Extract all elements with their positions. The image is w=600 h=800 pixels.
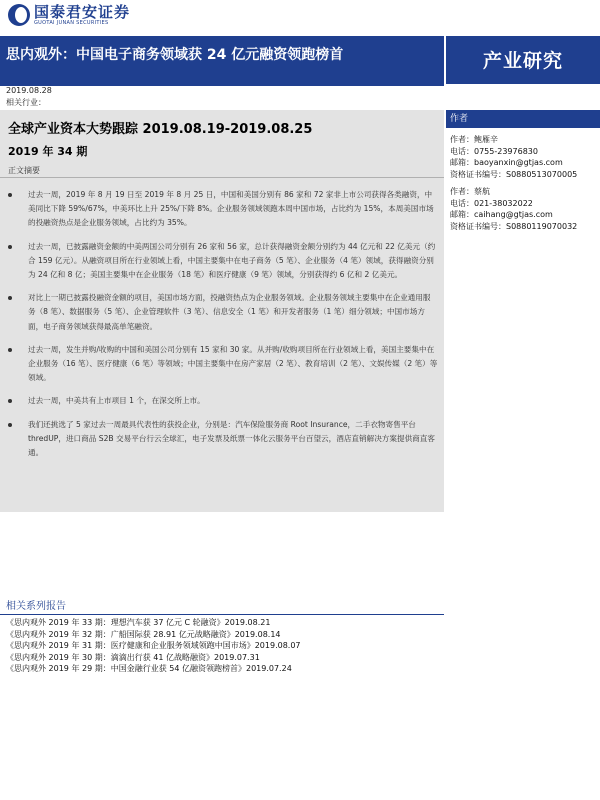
bullet-text: 过去一周，已披露融资金额的中美两国公司分别有 26 家和 56 家，总计获得融资金额分别约为 44 亿元和 22 亿美元（约合 159 亿元）。从融资项目所在行业领域上看，中国主要集中在电子商务（5 笔）、企业服务（4 笔）领域，获得融资分别为 24 亿和 8 亿；美国主要集中在企业服务（18 笔）和医疗健康（9 笔）领域，分别获得约 6 亿和 2 亿美元。 — [28, 241, 436, 280]
analyst-cert: 资格证书编号：S0880119070032 — [450, 221, 578, 231]
related-list — [0, 617, 444, 675]
analyst-phone: 电话：021-38032022 — [450, 198, 533, 208]
summary-panel — [0, 110, 444, 512]
report-date: 2019.08.28 — [6, 86, 52, 95]
bullet-icon — [8, 423, 12, 427]
logo-name-en: GUOTAI JUNAN SECURITIES — [34, 19, 109, 26]
bullet-text: 过去一周，中美共有上市项目 1 个，在深交所上市。 — [28, 396, 205, 406]
bullet-icon — [8, 399, 12, 403]
summary-bullet — [0, 188, 444, 231]
author-heading: 作者 — [446, 110, 600, 128]
bullet-icon — [8, 296, 12, 300]
related-report-link[interactable]: 《思内观外 2019 年 33 期：理想汽车获 37 亿元 C 轮融资》2019.08.21 — [6, 618, 271, 627]
summary-bullet — [0, 418, 444, 461]
issue-number: 2019 年 34 期 — [8, 145, 88, 158]
title-banner — [0, 36, 444, 84]
analyst-email[interactable]: 邮箱：caihang@gtjas.com — [450, 210, 553, 219]
logo-name-cn: 国泰君安证券 — [34, 2, 131, 21]
analyst-name: 作者：鲍雁辛 — [450, 135, 498, 144]
bullet-text: 对比上一期已披露投融资金额的项目，美国市场方面，投融资热点为企业服务领域。企业服务领域主要集中在企业通用服务（8 笔）、数据服务（5 笔）、企业管理软件（3 笔）、信息安全（1 笔）和开发者服务（1 笔）细分领域；中国市场方面，电子商务领域获得最高单笔融资。 — [28, 293, 431, 331]
logo-icon — [8, 4, 30, 26]
bullet-text: 过去一周，发生并购/收购的中国和美国公司分别有 15 家和 30 家。从并购/收购项目所在行业领域上看，美国主要集中在企业服务（16 笔）、医疗健康（6 笔）等领域；中国主要集中在房产家居（2 笔）、教育培训（2 笔）、文娱传媒（2 笔）等领域。 — [28, 344, 438, 383]
section-badge — [446, 36, 600, 84]
author-sidebar — [446, 110, 600, 232]
title-divider — [0, 84, 444, 86]
analyst-cert: 资格证书编号：S0880513070005 — [450, 169, 578, 179]
related-report-link[interactable]: 《思内观外 2019 年 30 期：滴滴出行获 41 亿战略融资》2019.07.31 — [6, 652, 260, 662]
related-report-link[interactable]: 《思内观外 2019 年 31 期：医疗健康和企业服务领域领跑中国市场》2019.08.07 — [6, 641, 301, 650]
related-divider — [0, 614, 444, 615]
summary-bullet — [0, 240, 444, 283]
related-reports — [0, 600, 444, 675]
company-logo — [8, 4, 130, 26]
bullet-text: 我们还挑选了 5 家过去一周最具代表性的获投企业，分别是：汽车保险服务商 Root Insurance，二手衣物寄售平台 thredUP，进口商品 S2B 交易平台行云全球汇，电子发票及纸票一体化云服务平台百望云，酒店直销解决方案提供商直客通。 — [28, 419, 435, 458]
analyst-card — [446, 128, 600, 180]
bullet-icon — [8, 193, 12, 197]
analyst-email[interactable]: 邮箱：baoyanxin@gtjas.com — [450, 158, 563, 167]
related-report-link[interactable]: 《思内观外 2019 年 32 期：广船国际获 28.91 亿元战略融资》2019.08.14 — [6, 629, 281, 639]
summary-bullets — [0, 188, 444, 469]
section-badge-label: 产业研究 — [482, 50, 563, 72]
bullet-text: 过去一周，2019 年 8 月 19 日至 2019 年 8 月 25 日，中国和美国分别有 86 家和 72 家非上市公司获得各类融资，中美同比下降 59%/67%，中美环比上升 25%/下降 8%。企业服务领域领跑本周中国市场，占比约为 15%，本周美国市场的投融资热点是企业服务领域，占比约为 35%。 — [28, 190, 434, 228]
bullet-icon — [8, 348, 12, 352]
summary-bullet — [0, 291, 444, 334]
analyst-name: 作者：蔡航 — [450, 187, 490, 196]
related-report-link[interactable]: 《思内观外 2019 年 29 期：中国金融行业获 54 亿融资领跑榜首》2019.07.24 — [6, 664, 292, 673]
analyst-phone: 电话：0755-23976830 — [450, 146, 538, 156]
bullet-icon — [8, 245, 12, 249]
abstract-divider — [0, 177, 444, 178]
report-headline: 思内观外：中国电子商务领域获 24 亿元融资领跑榜首 — [6, 47, 344, 63]
abstract-label: 正文摘要 — [8, 166, 40, 175]
summary-bullet — [0, 394, 444, 408]
summary-bullet — [0, 343, 444, 386]
industry-label: 相关行业： — [6, 98, 46, 107]
report-title: 全球产业资本大势跟踪 2019.08.19-2019.08.25 — [8, 122, 313, 137]
related-heading: 相关系列报告 — [6, 601, 66, 612]
analyst-card — [446, 180, 600, 232]
